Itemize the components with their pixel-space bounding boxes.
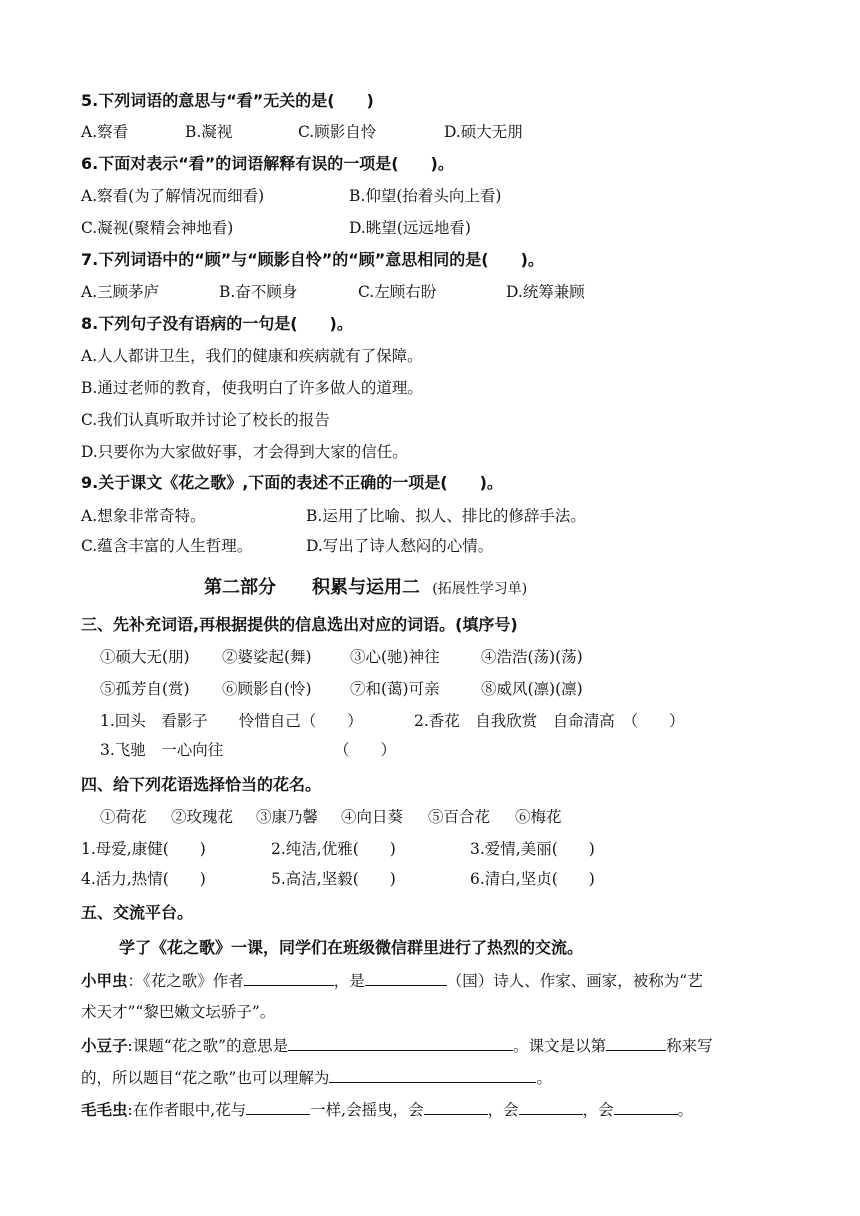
section-3-heading: 三、先补充词语,再根据提供的信息选出对应的词语。(填序号) [81,615,518,634]
q9-option-b: B.运用了比喻、拟人、排比的修辞手法。 [306,507,586,525]
xiaodouzi-line-1 [81,1034,713,1057]
section-4-heading: 四、给下列花语选择恰当的花名。 [81,775,322,794]
q8-option-c: C.我们认真听取并讨论了校长的报告 [81,411,330,429]
author-blank[interactable] [244,969,334,986]
xdz-text-c: 称来写 [666,1037,713,1055]
xdz-text-a: :课题“花之歌”的意思是 [127,1037,289,1055]
s3-item-3-answer: （ ） [334,741,397,759]
s4-flower-4: ④向日葵 [341,808,404,826]
speaker-xiaodouzi: 小豆子 [81,1036,128,1055]
question-7-stem: 7.下列词语中的“顾”与“顾影自怜”的“顾”意思相同的是( )。 [81,250,544,269]
s4-item-6: 6.清白,坚贞( ) [470,870,595,888]
question-9-stem: 9.关于课文《花之歌》,下面的表述不正确的一项是( )。 [81,473,503,492]
s3-item-1: 1.回头 看影子 怜惜自己（ ） [100,712,363,730]
q5-option-c: C.顾影自怜 [298,123,377,141]
action-blank-1[interactable] [424,1098,488,1115]
xdz-text-e: 。 [536,1069,552,1087]
q8-option-d: D.只要你为大家做好事，才会得到大家的信任。 [81,443,408,461]
q6-option-b: B.仰望(抬着头向上看) [349,187,502,205]
s4-item-2: 2.纯洁,优雅( ) [271,840,396,858]
speaker-xiaojiachong: 小甲虫 [81,971,128,990]
mmc-text-e: 。 [677,1101,694,1119]
s4-item-1: 1.母爱,康健( ) [81,840,206,858]
xiaojiachong-line-2: 术天才”“黎巴嫩文坛骄子”。 [81,1003,276,1021]
part2-title-text: 第二部分 积累与运用二 [204,577,420,598]
q6-option-d: D.眺望(远远地看) [349,219,471,237]
s3-word-7: ⑦和(蔼)可亲 [350,680,440,698]
s3-word-2: ②婆娑起(舞) [222,648,312,666]
s4-flower-5: ⑤百合花 [428,808,491,826]
xjc-text-c: （国）诗人、作家、画家，被称为“艺 [446,972,703,990]
s3-word-4: ④浩浩(荡)(荡) [481,648,583,666]
xjc-text-b: ，是 [333,972,365,990]
q5-option-a: A.察看 [81,123,129,141]
s3-word-6: ⑥顾影自(怜) [222,680,312,698]
xdz-text-b: 。课文是以第 [513,1037,607,1055]
s3-word-5: ⑤孤芳自(赏) [100,680,190,698]
s5-intro: 学了《花之歌》一课，同学们在班级微信群里进行了热烈的交流。 [119,938,584,957]
speaker-maomaochong: 毛毛虫 [81,1100,128,1119]
xjc-text-a: ：《花之歌》作者 [127,972,244,990]
mmc-text-b: 一样,会摇曳，会 [310,1101,424,1119]
action-blank-3[interactable] [614,1098,678,1115]
maomaochong-line [81,1098,693,1121]
s3-word-1: ①硕大无(朋) [100,648,190,666]
s3-item-3: 3.飞驰 一心向往 [100,741,224,759]
s4-flower-2: ②玫瑰花 [171,808,234,826]
title-meaning-blank[interactable] [288,1034,513,1051]
question-8-stem: 8.下列句子没有语病的一句是( )。 [81,314,353,333]
q8-option-a: A.人人都讲卫生，我们的健康和疾病就有了保障。 [81,347,423,365]
q9-option-d: D.写出了诗人愁闷的心情。 [306,537,494,555]
q7-option-d: D.统筹兼顾 [506,283,585,301]
compare-blank[interactable] [246,1098,310,1115]
action-blank-2[interactable] [519,1098,583,1115]
xiaojiachong-line-1 [81,969,703,992]
mmc-text-c: ，会 [487,1101,519,1119]
s3-item-2: 2.香花 自我欣赏 自命清高 （ ） [414,712,685,730]
q9-option-a: A.想象非常奇特。 [81,507,206,525]
q6-option-c: C.凝视(聚精会神地看) [81,219,234,237]
s3-word-8: ⑧威风(凛)(凛) [481,680,583,698]
s4-flower-1: ①荷花 [100,808,147,826]
person-blank[interactable] [606,1034,666,1051]
q5-option-b: B.凝视 [185,123,233,141]
mmc-text-a: :在作者眼中,花与 [127,1101,247,1119]
title-understanding-blank[interactable] [329,1066,536,1083]
s3-word-3: ③心(驰)神往 [350,648,440,666]
s4-item-3: 3.爱情,美丽( ) [470,840,595,858]
q7-option-a: A.三顾茅庐 [81,283,160,301]
section-5-heading: 五、交流平台。 [81,903,194,922]
xiaodouzi-line-2 [81,1066,552,1089]
q8-option-b: B.通过老师的教育，使我明白了许多做人的道理。 [81,379,423,397]
part2-title [204,573,527,599]
s4-item-5: 5.高洁,坚毅( ) [271,870,396,888]
mmc-text-d: ，会 [582,1101,614,1119]
q6-option-a: A.察看(为了解情况而细看) [81,187,265,205]
q7-option-c: C.左顾右盼 [358,283,437,301]
s4-flower-3: ③康乃馨 [256,808,319,826]
question-5-stem: 5.下列词语的意思与“看”无关的是( ) [81,91,374,110]
s4-flower-6: ⑥梅花 [515,808,562,826]
q5-option-d: D.硕大无朋 [444,123,523,141]
country-blank[interactable] [365,969,447,986]
part2-subtitle: (拓展性学习单) [432,581,528,597]
q9-option-c: C.蕴含丰富的人生哲理。 [81,537,253,555]
s4-item-4: 4.活力,热情( ) [81,870,206,888]
question-6-stem: 6.下面对表示“看”的词语解释有误的一项是( )。 [81,154,454,173]
q7-option-b: B.奋不顾身 [219,283,298,301]
xdz-text-d: 的，所以题目“花之歌”也可以理解为 [81,1069,330,1087]
